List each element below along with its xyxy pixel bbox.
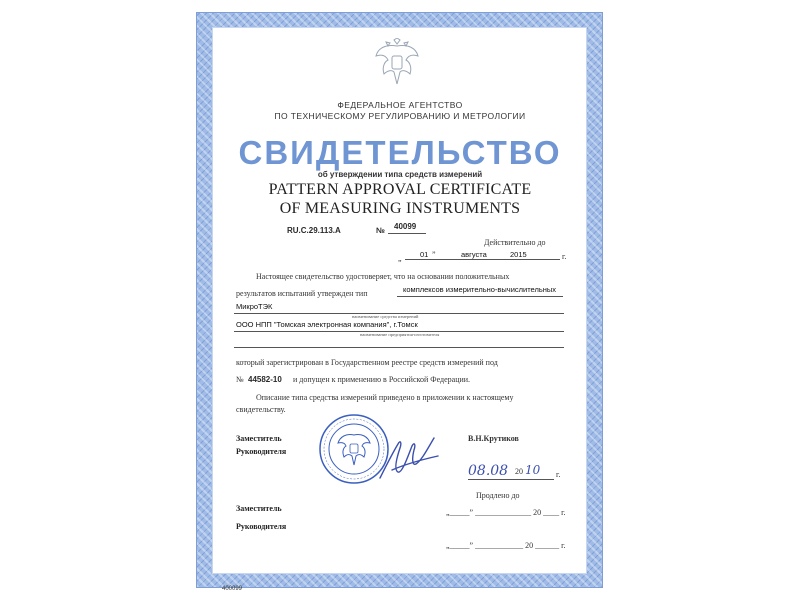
signatory-name: В.Н.Крутиков [468,434,519,443]
agency-name-line2: ПО ТЕХНИЧЕСКОМУ РЕГУЛИРОВАНИЮ И МЕТРОЛОГИИ [274,111,526,121]
caption-instrument: наименование средства измерений [352,314,419,319]
instrument-name: МикроТЭК [236,302,273,311]
valid-year-suffix: г. [562,252,567,261]
head-label-2: Руководителя [236,522,287,531]
certificate-subtitle-ru: об утверждении типа средств измерений [317,170,483,179]
valid-close-quote: ” [432,250,436,259]
manufacturer: ООО НПП "Томская электронная компания", г.Томск [236,320,418,329]
extended-date-blank: „_____” ______________ 20 ____ г. [446,508,566,517]
valid-year: 2015 [510,250,527,259]
valid-until-label: Действительно до [484,238,546,247]
footer-serial-number: 400099 [222,586,243,592]
certificate-title-ru: СВИДЕТЕЛЬСТВО [238,134,562,171]
registry-number-label: № [236,375,244,384]
valid-month: августа [461,250,487,259]
sign-year-suffix: г. [556,470,561,479]
head-label: Руководителя [236,447,287,456]
extended-date-blank-2: „_____” ____________ 20 ______ г. [446,541,566,550]
eagle-emblem-icon [374,38,420,86]
registration-code: RU.C.29.113.A [287,226,341,235]
agency-name-line1: ФЕДЕРАЛЬНОЕ АГЕНТСТВО [337,100,463,110]
certificate-title-en-line1: PATTERN APPROVAL CERTIFICATE [268,181,532,198]
certificate-title-en-line2: OF MEASURING INSTRUMENTS [279,200,521,217]
valid-open-quote: „ [398,254,402,263]
certificate-number: 40099 [394,222,417,231]
registry-tail: и допущен к применению в Российской Федерации. [293,375,471,384]
caption-manufacturer: наименование предприятия-изготовителя [360,332,440,337]
instrument-type: комплексов измерительно-вычислительных [403,285,557,294]
signature-icon [372,426,442,486]
extended-until-label: Продлено до [476,491,520,500]
sign-date: 08.08 [468,463,509,479]
deputy-label: Заместитель [236,434,282,443]
description-line2: свидетельству. [236,405,286,414]
registry-number: 44582-10 [248,375,282,384]
number-label: № [376,226,385,235]
sign-year-hand: 10 [525,463,541,477]
body-text-line1: Настоящее свидетельство удостоверяет, что на основании положительных [256,272,510,281]
body-text-line2: результатов испытаний утвержден тип [236,289,368,298]
description-line1: Описание типа средства измерений приведено в приложении к настоящему [256,393,514,402]
deputy-label-2: Заместитель [236,504,282,513]
registry-text: который зарегистрирован в Государственном реестре средств измерений под [236,358,498,367]
sign-year-prefix: 20 [515,467,523,476]
valid-day: 01 [420,250,429,259]
